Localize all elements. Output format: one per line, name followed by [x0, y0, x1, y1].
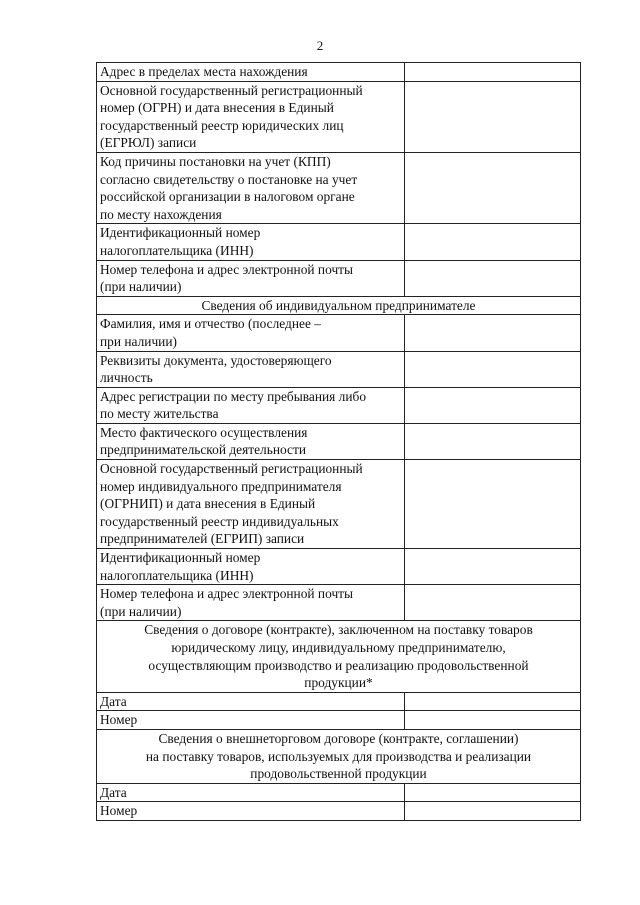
section-individual-entrepreneur	[97, 296, 581, 315]
field-label	[97, 549, 405, 585]
field-label-line: номер индивидуального предпринимателя	[100, 478, 342, 494]
field-label-line: государственный реестр индивидуальных	[100, 513, 339, 529]
ip-field-row	[97, 351, 581, 387]
field-value-cell[interactable]	[405, 81, 581, 152]
field-value-cell[interactable]	[405, 351, 581, 387]
field-label-line: Дата	[100, 693, 127, 709]
field-label-line: номер (ОГРН) и дата внесения в Единый	[100, 100, 334, 116]
field-label-line: по месту жительства	[100, 406, 219, 422]
foreign-field-row	[97, 802, 581, 821]
field-label-line: (ОГРНИП) и дата внесения в Единый	[100, 496, 316, 512]
field-label-line: предпринимательской деятельности	[100, 442, 306, 458]
field-label-line: Адрес в пределах места нахождения	[100, 64, 308, 79]
contract-field-row	[97, 692, 581, 711]
section-heading	[97, 621, 581, 692]
field-value-cell[interactable]	[405, 585, 581, 621]
field-label-line: Номер телефона и адрес электронной почты	[100, 586, 354, 602]
field-label-line: Номер телефона и адрес электронной почты	[100, 261, 354, 277]
section-heading-line: на поставку товаров, используемых для производства и реализации	[145, 748, 532, 764]
ip-field-row	[97, 315, 581, 351]
ip-field-row	[97, 387, 581, 423]
field-label	[97, 224, 405, 260]
org-field-row	[97, 63, 581, 82]
field-label-line: предпринимателей (ЕГРИП) записи	[100, 531, 305, 547]
section-foreign-contract	[97, 729, 581, 783]
field-value-cell[interactable]	[405, 387, 581, 423]
section-heading-line: осуществляющим производство и реализацию продовольственной	[148, 657, 529, 673]
field-label-line: налогоплательщика (ИНН)	[100, 242, 254, 258]
field-label-line: Идентификационный номер	[100, 225, 261, 241]
field-value-cell[interactable]	[405, 711, 581, 730]
field-label	[97, 711, 405, 730]
field-value-cell[interactable]	[405, 460, 581, 549]
field-label	[97, 802, 405, 821]
field-label-line: при наличии)	[100, 333, 177, 349]
field-value-cell[interactable]	[405, 152, 581, 223]
contract-field-row	[97, 711, 581, 730]
field-label	[97, 63, 405, 82]
field-value-cell[interactable]	[405, 549, 581, 585]
field-label-line: Номер	[100, 712, 138, 728]
field-label	[97, 692, 405, 711]
field-label-line: согласно свидетельству о постановке на учет	[100, 171, 358, 187]
field-value-cell[interactable]	[405, 224, 581, 260]
field-label-line: Основной государственный регистрационный	[100, 461, 363, 477]
field-value-cell[interactable]	[405, 802, 581, 821]
org-field-row	[97, 152, 581, 223]
field-label	[97, 260, 405, 296]
field-label-line: Основной государственный регистрационный	[100, 82, 363, 98]
field-label	[97, 423, 405, 459]
field-label-line: налогоплательщика (ИНН)	[100, 567, 254, 583]
page-number: 2	[316, 38, 324, 53]
section-contract	[97, 621, 581, 692]
field-value-cell[interactable]	[405, 63, 581, 82]
field-label-line: Место фактического осуществления	[100, 424, 308, 440]
field-label-line: Фамилия, имя и отчество (последнее –	[100, 316, 321, 332]
field-value-cell[interactable]	[405, 260, 581, 296]
section-heading-line: продовольственной продукции	[250, 766, 427, 782]
field-label-line: (ЕГРЮЛ) записи	[100, 135, 197, 151]
field-value-cell[interactable]	[405, 423, 581, 459]
section-heading	[97, 296, 581, 315]
field-label	[97, 81, 405, 152]
field-label-line: Реквизиты документа, удостоверяющего	[100, 352, 332, 368]
section-heading-line: Сведения о договоре (контракте), заключенном на поставку товаров	[144, 622, 533, 638]
field-label-line: личность	[100, 370, 153, 386]
field-value-cell[interactable]	[405, 315, 581, 351]
org-field-row	[97, 260, 581, 296]
field-label	[97, 315, 405, 351]
org-field-row	[97, 224, 581, 260]
field-label-line: Идентификационный номер	[100, 550, 261, 566]
section-heading-line: продукции*	[304, 675, 373, 691]
ip-field-row	[97, 585, 581, 621]
section-heading-line: Сведения о внешнеторговом договоре (контракте, соглашении)	[158, 730, 519, 746]
field-label	[97, 387, 405, 423]
field-label	[97, 152, 405, 223]
field-label-line: (при наличии)	[100, 279, 182, 295]
ip-field-row	[97, 423, 581, 459]
field-label-line: (при наличии)	[100, 603, 182, 619]
field-label	[97, 585, 405, 621]
field-value-cell[interactable]	[405, 783, 581, 802]
registration-form-table	[96, 62, 581, 821]
field-label-line: российской организации в налоговом органе	[100, 189, 355, 205]
field-label-line: Дата	[100, 784, 127, 800]
field-label	[97, 783, 405, 802]
ip-field-row	[97, 460, 581, 549]
field-label-line: по месту нахождения	[100, 206, 222, 222]
section-heading-line: Сведения об индивидуальном предпринимателе	[201, 297, 476, 313]
field-label-line: государственный реестр юридических лиц	[100, 117, 344, 133]
section-heading	[97, 729, 581, 783]
ip-field-row	[97, 549, 581, 585]
field-label	[97, 351, 405, 387]
field-value-cell[interactable]	[405, 692, 581, 711]
foreign-field-row	[97, 783, 581, 802]
field-label	[97, 460, 405, 549]
section-heading-line: юридическому лицу, индивидуальному предпринимателю,	[171, 640, 506, 655]
field-label-line: Код причины постановки на учет (КПП)	[100, 153, 331, 169]
field-label-line: Номер	[100, 803, 138, 819]
field-label-line: Адрес регистрации по месту пребывания либо	[100, 388, 367, 404]
org-field-row	[97, 81, 581, 152]
